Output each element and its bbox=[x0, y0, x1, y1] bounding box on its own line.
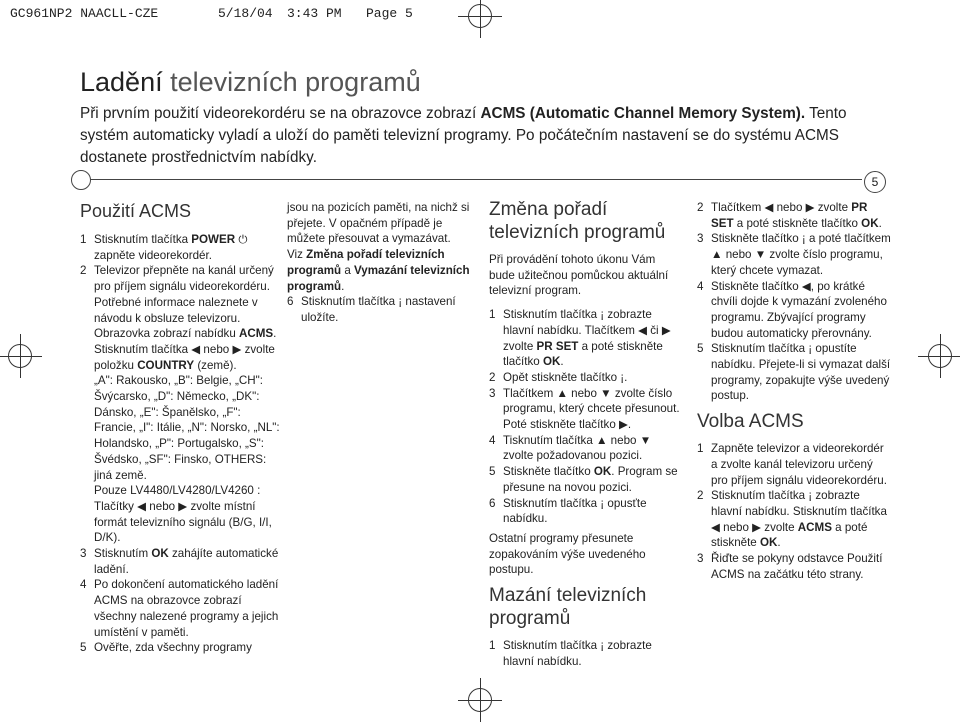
reorder-step-5: 5 Stiskněte tlačítko OK. Program se přesune na novou pozici. bbox=[489, 465, 678, 494]
header-page: Page 5 bbox=[366, 6, 413, 21]
column-acms-continued bbox=[287, 200, 472, 326]
delete-step-2: 2 Tlačítkem ◀ nebo ▶ zvolte PR SET a poté stiskněte tlačítko OK. bbox=[697, 201, 882, 230]
step-1: 1 Stisknutím tlačítka POWER ⏻ zapněte videorekordér. bbox=[80, 233, 248, 262]
heading-using-acms: Použití ACMS bbox=[80, 201, 192, 221]
section-divider bbox=[88, 179, 862, 180]
column-reorder bbox=[489, 198, 684, 669]
tv-format-note: Pouze LV4480/LV4280/LV4260 : Tlačítky ◀ nebo ▶ zvolte místní formát televizního signálu (B/G, I/I, D/K). bbox=[94, 484, 272, 545]
country-list: „A": Rakousko, „B": Belgie, „CH": Švýcarsko, „D": Německo, „DK": Dánsko, „E": Španělsko, „F": Francie, „I": Itálie, „N": Norsko, „NL": Holandsko, „P": Portugalsko, „S": Švédsko, „SF": Finsko, OTHERS: jiná země. bbox=[94, 374, 280, 482]
page-title bbox=[80, 67, 421, 98]
page-number-badge: 5 bbox=[864, 171, 886, 193]
intro-paragraph bbox=[80, 103, 860, 169]
intro-lead: Při prvním použití videorekordéru se na obrazovce zobrazí bbox=[80, 105, 481, 122]
column-using-acms bbox=[80, 200, 280, 656]
divider-left-circle bbox=[71, 170, 91, 190]
acms-step-3: 3 Řiďte se pokyny odstavce Použití ACMS na začátku této strany. bbox=[697, 552, 883, 581]
heading-delete: Mazání televizních programů bbox=[489, 585, 647, 630]
intro-rest: Tento systém automaticky vyladí a uloží do paměti televizní programy. Po počátečním nastavení se do systému ACMS dostanete prostřednictvím nabídky. bbox=[80, 105, 847, 166]
column-delete-and-acms bbox=[697, 200, 892, 582]
delete-step-4: 4 Stiskněte tlačítko ◀, po krátké chvíli dojde k vymazání zvoleného programu. Zbývající programy budou automaticky přerovnány. bbox=[697, 279, 887, 340]
delete-step-1: 1 Stisknutím tlačítka ¡ zobrazte hlavní nabídku. bbox=[489, 639, 652, 668]
reorder-step-4: 4 Tisknutím tlačítka ▲ nebo ▼ zvolte požadovanou pozici. bbox=[489, 433, 652, 463]
heading-select-acms: Volba ACMS bbox=[697, 411, 804, 433]
step-2: 2 Televizor přepněte na kanál určený pro příjem signálu videorekordéru. Potřebné informace naleznete v návodu k obsluze televizoru. Obrazovka zobrazí nabídku ACMS. Stisknutím tlačítka ◀ nebo ▶ zvolte položku COUNTRY (země). bbox=[80, 264, 277, 372]
delete-step-5: 5 Stisknutím tlačítka ¡ opustíte nabídku. Přejete-li si vymazat další programy, zopakujte výše uvedený postup. bbox=[697, 342, 891, 403]
header-date: 5/18/04 bbox=[218, 6, 273, 21]
continued-text: jsou na pozicích paměti, na nichž si přejete. V opačném případě je můžete přesouvat a vymazávat. bbox=[287, 201, 470, 246]
delete-step-3: 3 Stiskněte tlačítko ¡ a poté tlačítkem ▲ nebo ▼ zvolte číslo programu, který chcete vymazat. bbox=[697, 232, 891, 277]
header-code: GC961NP2 NAACLL-CZE bbox=[10, 6, 159, 21]
title-part2: televizních programů bbox=[162, 67, 421, 97]
acms-step-1: 1 Zapněte televizor a videorekordér a zvolte kanál televizoru určený pro příjem signálu videorekordéru. bbox=[697, 442, 887, 487]
intro-bold: ACMS (Automatic Channel Memory System). bbox=[480, 105, 806, 122]
reorder-step-2: 2 Opět stiskněte tlačítko ¡. bbox=[489, 370, 628, 384]
title-part1: Ladění bbox=[80, 67, 163, 97]
step-6: 6 Stisknutím tlačítka ¡ nastavení uložíte. bbox=[287, 295, 456, 324]
step-4: 4 Po dokončení automatického ladění ACMS na obrazovce zobrazí všechny nalezené programy a jejich umístění v paměti. bbox=[80, 578, 279, 639]
header-time: 3:43 PM bbox=[287, 6, 342, 21]
heading-reorder: Změna pořadí televizních programů bbox=[489, 199, 666, 243]
reorder-step-6: 6 Stisknutím tlačítka ¡ opusťte nabídku. bbox=[489, 496, 647, 526]
reorder-intro: Při provádění tohoto úkonu Vám bude užitečnou pomůckou aktuální televizní program. bbox=[489, 253, 669, 298]
acms-step-2: 2 Stisknutím tlačítka ¡ zobrazte hlavní nabídku. Stisknutím tlačítka ◀ nebo ▶ zvolte ACMS a poté stiskněte OK. bbox=[697, 489, 887, 550]
step-3: 3 Stisknutím OK zahájíte automatické ladění. bbox=[80, 547, 279, 576]
reorder-step-3: 3 Tlačítkem ▲ nebo ▼ zvolte číslo programu, který chcete přesunout. Poté stiskněte tlačítko ▶. bbox=[489, 386, 680, 432]
reorder-step-1: 1 Stisknutím tlačítka ¡ zobrazte hlavní nabídku. Tlačítkem ◀ či ▶ zvolte PR SET a poté stiskněte tlačítko OK. bbox=[489, 308, 671, 369]
step-5: 5 Ověřte, zda všechny programy bbox=[80, 641, 252, 655]
see-also: Viz Změna pořadí televizních programů a Vymazání televizních programů. bbox=[287, 248, 470, 293]
reorder-outro: Ostatní programy přesunete zopakováním výše uvedeného postupu. bbox=[489, 531, 646, 577]
